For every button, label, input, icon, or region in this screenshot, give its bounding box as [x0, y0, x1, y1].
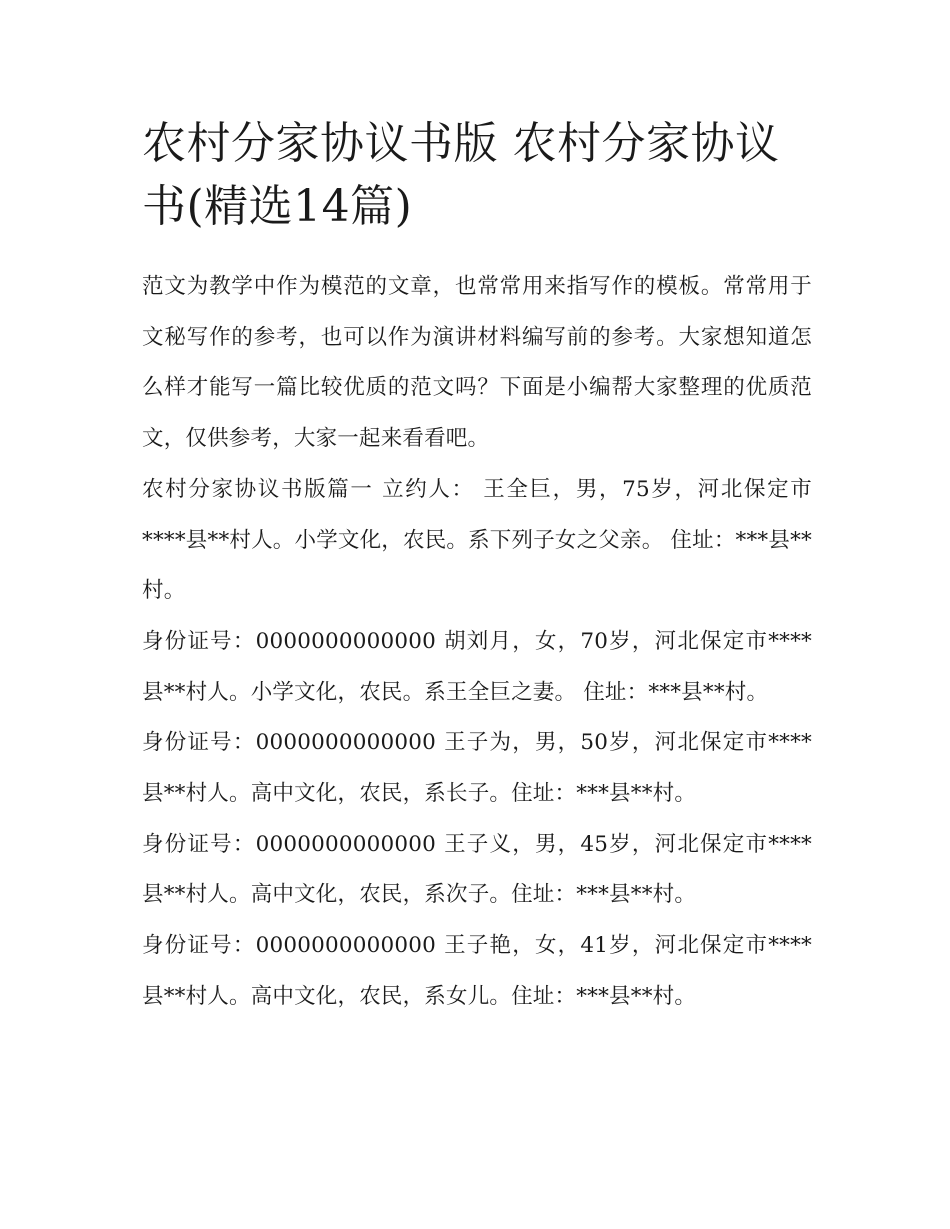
paragraph-party-father: 农村分家协议书版篇一 立约人： 王全巨，男，75岁，河北保定市****县**村人。小学文化，农民。系下列子女之父亲。 住址：***县**村。	[142, 476, 812, 604]
paragraph-party-daughter: 身份证号：0000000000000 王子艳，女，41岁，河北保定市****县**村人。高中文化，农民，系女儿。住址：***县**村。	[142, 933, 812, 1009]
paragraph-party-mother: 身份证号：0000000000000 胡刘月，女，70岁，河北保定市****县**村人。小学文化，农民。系王全巨之妻。 住址：***县**村。	[142, 628, 812, 705]
paragraph-party-second-son: 身份证号：0000000000000 王子义，男，45岁，河北保定市****县**村人。高中文化，农民，系次子。住址：***县**村。	[142, 831, 812, 908]
paragraph-party-eldest-son: 身份证号：0000000000000 王子为，男，50岁，河北保定市****县**村人。高中文化，农民，系长子。住址：***县**村。	[142, 730, 812, 807]
document-page	[142, 112, 812, 1023]
document-title: 农村分家协议书版 农村分家协议书(精选14篇)	[142, 118, 780, 232]
paragraph-intro: 范文为教学中作为模范的文章，也常常用来指写作的模板。常常用于文秘写作的参考，也可以作为演讲材料编写前的参考。大家想知道怎么样才能写一篇比较优质的范文吗？下面是小编帮大家整理的优质范文，仅供参考，大家一起来看看吧。	[142, 274, 812, 452]
document-body	[142, 262, 812, 1023]
